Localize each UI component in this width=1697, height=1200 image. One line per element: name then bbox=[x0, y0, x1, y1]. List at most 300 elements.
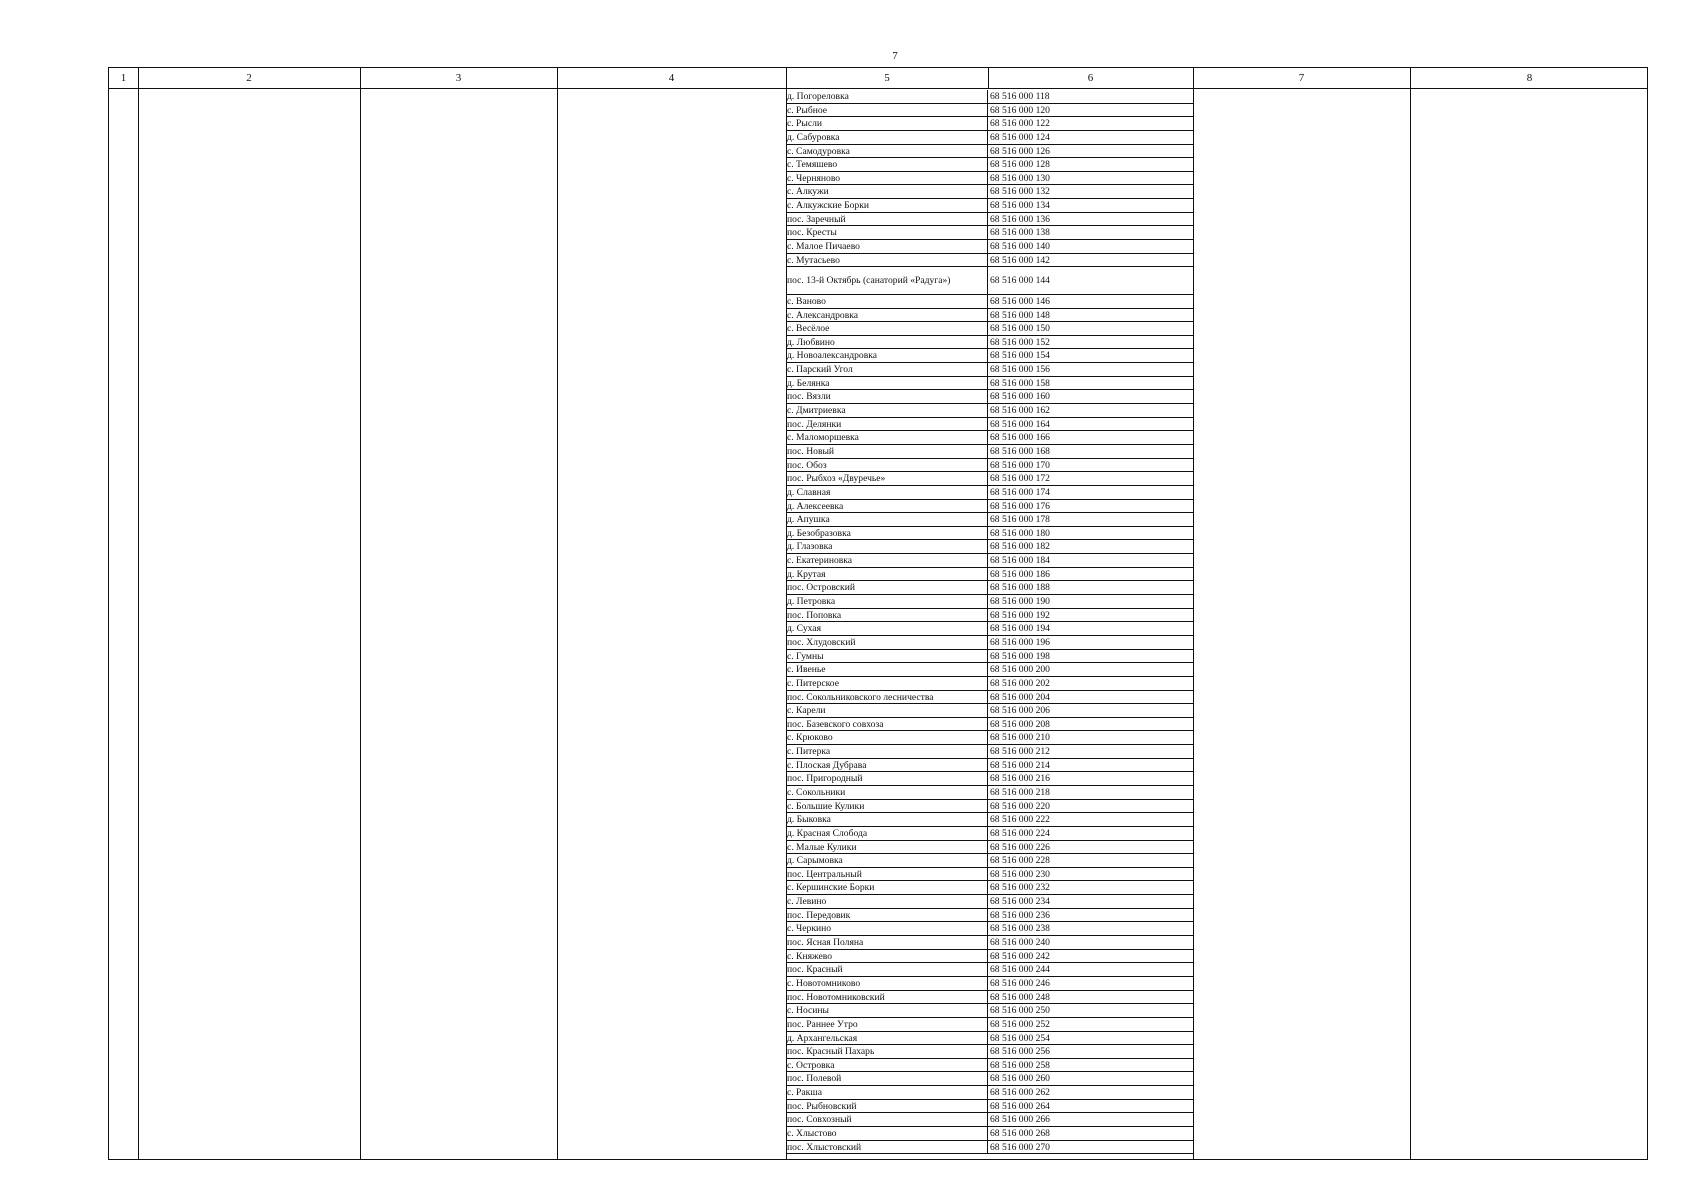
cell-divider bbox=[987, 390, 988, 403]
table-row bbox=[786, 158, 1193, 172]
cell-divider bbox=[987, 991, 988, 1004]
table-row bbox=[786, 404, 1193, 418]
cell-divider bbox=[987, 309, 988, 322]
settlement-list bbox=[786, 90, 1193, 1154]
oktmo-code: 68 516 000 214 bbox=[990, 759, 1050, 771]
table-row bbox=[786, 1072, 1193, 1086]
table-row bbox=[786, 854, 1193, 868]
oktmo-code: 68 516 000 188 bbox=[990, 582, 1050, 594]
cell-divider bbox=[987, 1018, 988, 1031]
settlement-name: с. Мутасьево bbox=[787, 254, 840, 266]
oktmo-code: 68 516 000 140 bbox=[990, 241, 1050, 253]
settlement-name: с. Екатериновка bbox=[787, 555, 853, 567]
table-row bbox=[786, 240, 1193, 254]
column-divider bbox=[360, 68, 361, 1159]
column-divider-6-header bbox=[988, 68, 989, 89]
oktmo-code: 68 516 000 262 bbox=[990, 1087, 1050, 1099]
settlement-name: пос. Полевой bbox=[787, 1073, 842, 1085]
settlement-name: с. Дмитриевка bbox=[787, 405, 846, 417]
cell-divider bbox=[987, 745, 988, 758]
settlement-name: пос. Кресты bbox=[787, 227, 837, 239]
settlement-name: пос. Красный bbox=[787, 964, 843, 976]
oktmo-code: 68 516 000 164 bbox=[990, 418, 1050, 430]
cell-divider bbox=[987, 718, 988, 731]
oktmo-code: 68 516 000 230 bbox=[990, 868, 1050, 880]
settlement-name: с. Островка bbox=[787, 1059, 835, 1071]
table-row bbox=[786, 418, 1193, 432]
table-row bbox=[786, 500, 1193, 514]
oktmo-code: 68 516 000 126 bbox=[990, 145, 1050, 157]
settlement-name: с. Плоская Дубрава bbox=[787, 759, 867, 771]
table-row bbox=[786, 881, 1193, 895]
settlement-name: с. Питерское bbox=[787, 677, 839, 689]
table-row bbox=[786, 1086, 1193, 1100]
table-row bbox=[786, 377, 1193, 391]
oktmo-code: 68 516 000 216 bbox=[990, 773, 1050, 785]
table-row bbox=[786, 759, 1193, 773]
settlement-name: с. Новотомниково bbox=[787, 977, 861, 989]
table-row bbox=[786, 527, 1193, 541]
oktmo-code: 68 516 000 162 bbox=[990, 405, 1050, 417]
oktmo-code: 68 516 000 266 bbox=[990, 1114, 1050, 1126]
table-row bbox=[786, 431, 1193, 445]
table-row bbox=[786, 513, 1193, 527]
cell-divider bbox=[987, 1141, 988, 1154]
oktmo-code: 68 516 000 154 bbox=[990, 350, 1050, 362]
settlement-name: с. Алкужские Борки bbox=[787, 200, 870, 212]
cell-divider bbox=[987, 404, 988, 417]
table-row bbox=[786, 704, 1193, 718]
column-header-2: 2 bbox=[246, 72, 252, 84]
settlement-name: пос. Вязли bbox=[787, 391, 831, 403]
oktmo-code: 68 516 000 168 bbox=[990, 445, 1050, 457]
table-row bbox=[786, 745, 1193, 759]
settlement-name: с. Ракша bbox=[787, 1087, 822, 1099]
settlement-name: д. Апушка bbox=[787, 514, 830, 526]
settlement-name: с. Малые Кулики bbox=[787, 841, 857, 853]
settlement-name: с. Черняново bbox=[787, 172, 841, 184]
settlement-name: пос. Совхозный bbox=[787, 1114, 852, 1126]
oktmo-code: 68 516 000 170 bbox=[990, 459, 1050, 471]
settlement-name: с. Парский Угол bbox=[787, 364, 853, 376]
cell-divider bbox=[987, 513, 988, 526]
oktmo-code: 68 516 000 182 bbox=[990, 541, 1050, 553]
settlement-name: пос. Красный Пахарь bbox=[787, 1046, 875, 1058]
oktmo-code: 68 516 000 208 bbox=[990, 718, 1050, 730]
settlement-name: пос. Заречный bbox=[787, 213, 846, 225]
oktmo-code: 68 516 000 270 bbox=[990, 1141, 1050, 1153]
oktmo-code: 68 516 000 184 bbox=[990, 555, 1050, 567]
oktmo-code: 68 516 000 268 bbox=[990, 1128, 1050, 1139]
table-row bbox=[786, 1127, 1193, 1141]
oktmo-code: 68 516 000 202 bbox=[990, 677, 1050, 689]
cell-divider bbox=[987, 500, 988, 513]
cell-divider bbox=[987, 131, 988, 144]
table-row bbox=[786, 445, 1193, 459]
cell-divider bbox=[987, 977, 988, 990]
oktmo-code: 68 516 000 246 bbox=[990, 977, 1050, 989]
cell-divider bbox=[987, 363, 988, 376]
cell-divider bbox=[987, 704, 988, 717]
settlement-name: с. Питерка bbox=[787, 746, 831, 758]
settlement-name: пос. Новотомниковский bbox=[787, 991, 885, 1003]
cell-divider bbox=[987, 1004, 988, 1017]
table-row bbox=[786, 622, 1193, 636]
table-row bbox=[786, 472, 1193, 486]
settlement-name: пос. 13-й Октябрь (санаторий «Радуга») bbox=[787, 275, 951, 287]
cell-divider bbox=[987, 254, 988, 267]
oktmo-code: 68 516 000 232 bbox=[990, 882, 1050, 894]
table-row bbox=[786, 363, 1193, 377]
oktmo-code: 68 516 000 178 bbox=[990, 514, 1050, 526]
cell-divider bbox=[987, 377, 988, 390]
settlement-name: с. Самодуровка bbox=[787, 145, 850, 157]
cell-divider bbox=[987, 691, 988, 704]
oktmo-code: 68 516 000 118 bbox=[990, 91, 1050, 102]
oktmo-code: 68 516 000 158 bbox=[990, 377, 1050, 389]
cell-divider bbox=[987, 568, 988, 581]
cell-divider bbox=[987, 636, 988, 649]
cell-divider bbox=[987, 90, 988, 103]
oktmo-code: 68 516 000 224 bbox=[990, 827, 1050, 839]
cell-divider bbox=[987, 267, 988, 294]
cell-divider bbox=[987, 1032, 988, 1045]
cell-divider bbox=[987, 922, 988, 935]
cell-divider bbox=[987, 1059, 988, 1072]
oktmo-code: 68 516 000 200 bbox=[990, 664, 1050, 676]
column-header-1: 1 bbox=[120, 72, 127, 84]
table-row bbox=[786, 1004, 1193, 1018]
table-row bbox=[786, 691, 1193, 705]
cell-divider bbox=[987, 418, 988, 431]
table-row bbox=[786, 104, 1193, 118]
table-row bbox=[786, 1032, 1193, 1046]
cell-divider bbox=[987, 199, 988, 212]
cell-divider bbox=[987, 322, 988, 335]
column-divider bbox=[557, 68, 558, 1159]
cell-divider bbox=[987, 595, 988, 608]
table-row bbox=[786, 295, 1193, 309]
cell-divider bbox=[987, 772, 988, 785]
table-row bbox=[786, 731, 1193, 745]
oktmo-code: 68 516 000 124 bbox=[990, 131, 1050, 143]
table-row bbox=[786, 486, 1193, 500]
cell-divider bbox=[987, 172, 988, 185]
oktmo-code: 68 516 000 240 bbox=[990, 937, 1050, 949]
table-row bbox=[786, 827, 1193, 841]
oktmo-code: 68 516 000 144 bbox=[990, 275, 1050, 287]
cell-divider bbox=[987, 759, 988, 772]
settlement-name: пос. Рыбновский bbox=[787, 1100, 857, 1112]
oktmo-code: 68 516 000 244 bbox=[990, 964, 1050, 976]
settlement-name: д. Алексеевка bbox=[787, 500, 844, 512]
settlement-name: д. Славная bbox=[787, 486, 831, 498]
settlement-name: пос. Обоз bbox=[787, 459, 827, 471]
settlement-name: с. Левино bbox=[787, 896, 827, 908]
settlement-name: д. Быковка bbox=[787, 814, 831, 826]
oktmo-code: 68 516 000 132 bbox=[990, 186, 1050, 198]
settlement-name: с. Алкужи bbox=[787, 186, 829, 198]
oktmo-code: 68 516 000 210 bbox=[990, 732, 1050, 744]
settlement-name: пос. Ясная Поляна bbox=[787, 937, 864, 949]
settlement-name: пос. Рыбхоз «Двуречье» bbox=[787, 473, 886, 485]
settlement-name: с. Кершинские Борки bbox=[787, 882, 875, 894]
table-row bbox=[786, 936, 1193, 950]
table-row bbox=[786, 1018, 1193, 1032]
cell-divider bbox=[987, 841, 988, 854]
table-row bbox=[786, 1100, 1193, 1114]
cell-divider bbox=[987, 936, 988, 949]
cell-divider bbox=[987, 554, 988, 567]
table-row bbox=[786, 199, 1193, 213]
oktmo-code: 68 516 000 128 bbox=[990, 159, 1050, 171]
oktmo-code: 68 516 000 226 bbox=[990, 841, 1050, 853]
oktmo-code: 68 516 000 242 bbox=[990, 950, 1050, 962]
table-row bbox=[786, 322, 1193, 336]
oktmo-code: 68 516 000 254 bbox=[990, 1032, 1050, 1044]
oktmo-code: 68 516 000 228 bbox=[990, 855, 1050, 867]
settlement-name: д. Крутая bbox=[787, 568, 826, 580]
cell-divider bbox=[987, 868, 988, 881]
cell-divider bbox=[987, 117, 988, 130]
settlement-name: пос. Передовик bbox=[787, 909, 851, 921]
settlement-name: д. Сухая bbox=[787, 623, 821, 635]
oktmo-code: 68 516 000 134 bbox=[990, 200, 1050, 212]
oktmo-code: 68 516 000 264 bbox=[990, 1100, 1050, 1112]
oktmo-code: 68 516 000 252 bbox=[990, 1018, 1050, 1030]
table-row bbox=[786, 609, 1193, 623]
column-divider bbox=[1410, 68, 1411, 1159]
table-row bbox=[786, 677, 1193, 691]
table-row bbox=[786, 895, 1193, 909]
cell-divider bbox=[987, 1045, 988, 1058]
settlement-name: с. Темяшево bbox=[787, 159, 838, 171]
cell-divider bbox=[987, 185, 988, 198]
settlement-name: пос. Хлудовский bbox=[787, 636, 856, 648]
column-header-8: 8 bbox=[1526, 72, 1533, 84]
settlement-name: с. Ивенье bbox=[787, 664, 826, 676]
settlement-name: д. Белянка bbox=[787, 377, 830, 389]
oktmo-code: 68 516 000 190 bbox=[990, 596, 1050, 608]
oktmo-code: 68 516 000 136 bbox=[990, 213, 1050, 225]
table-row bbox=[786, 1113, 1193, 1127]
settlement-name: пос. Раннее Утро bbox=[787, 1018, 858, 1030]
table-row bbox=[786, 459, 1193, 473]
table-header-row bbox=[109, 68, 1647, 89]
cell-divider bbox=[987, 800, 988, 813]
oktmo-code: 68 516 000 238 bbox=[990, 923, 1050, 935]
table-row bbox=[786, 786, 1193, 800]
settlement-name: пос. Островский bbox=[787, 582, 855, 594]
table-row bbox=[786, 1045, 1193, 1059]
oktmo-code: 68 516 000 248 bbox=[990, 991, 1050, 1003]
oktmo-code: 68 516 000 148 bbox=[990, 309, 1050, 321]
cell-divider bbox=[987, 527, 988, 540]
settlement-name: с. Носины bbox=[787, 1005, 829, 1017]
settlement-name: пос. Делянки bbox=[787, 418, 842, 430]
cell-divider bbox=[987, 158, 988, 171]
table-row bbox=[786, 336, 1193, 350]
oktmo-code: 68 516 000 156 bbox=[990, 364, 1050, 376]
settlement-name: с. Гумны bbox=[787, 650, 824, 662]
settlement-name: с. Рысли bbox=[787, 118, 823, 130]
table-row bbox=[786, 554, 1193, 568]
settlement-name: пос. Сокольниковского лесничества bbox=[787, 691, 934, 703]
table-row bbox=[786, 226, 1193, 240]
cell-divider bbox=[987, 295, 988, 308]
oktmo-code: 68 516 000 236 bbox=[990, 909, 1050, 921]
settlement-name: с. Александровка bbox=[787, 309, 858, 321]
settlement-name: д. Безобразовка bbox=[787, 527, 851, 539]
cell-divider bbox=[987, 472, 988, 485]
settlement-name: д. Красная Слобода bbox=[787, 827, 868, 839]
oktmo-code: 68 516 000 258 bbox=[990, 1059, 1050, 1071]
oktmo-code: 68 516 000 204 bbox=[990, 691, 1050, 703]
cell-divider bbox=[987, 349, 988, 362]
cell-divider bbox=[987, 895, 988, 908]
oktmo-code: 68 516 000 222 bbox=[990, 814, 1050, 826]
settlement-name: с. Карели bbox=[787, 705, 826, 717]
table-row bbox=[786, 213, 1193, 227]
settlement-name: д. Архангельская bbox=[787, 1032, 858, 1044]
cell-divider bbox=[987, 213, 988, 226]
cell-divider bbox=[987, 486, 988, 499]
column-header-6: 6 bbox=[1087, 72, 1094, 84]
table-row bbox=[786, 349, 1193, 363]
column-header-5: 5 bbox=[884, 72, 890, 84]
settlement-name: пос. Центральный bbox=[787, 868, 862, 880]
cell-divider bbox=[987, 1127, 988, 1140]
cell-divider bbox=[987, 1086, 988, 1099]
table-row bbox=[786, 718, 1193, 732]
oktmo-code: 68 516 000 198 bbox=[990, 650, 1050, 662]
cell-divider bbox=[987, 731, 988, 744]
table-row bbox=[786, 309, 1193, 323]
table-row bbox=[786, 1059, 1193, 1073]
oktmo-code: 68 516 000 196 bbox=[990, 636, 1050, 648]
oktmo-code: 68 516 000 260 bbox=[990, 1073, 1050, 1085]
table-row bbox=[786, 650, 1193, 664]
settlement-name: с. Княжево bbox=[787, 950, 833, 962]
cell-divider bbox=[987, 104, 988, 117]
settlement-name: с. Весёлое bbox=[787, 323, 830, 335]
table-row bbox=[786, 540, 1193, 554]
cell-divider bbox=[987, 336, 988, 349]
oktmo-code: 68 516 000 122 bbox=[990, 118, 1050, 130]
oktmo-code: 68 516 000 130 bbox=[990, 172, 1050, 184]
oktmo-code: 68 516 000 150 bbox=[990, 323, 1050, 335]
oktmo-code: 68 516 000 160 bbox=[990, 391, 1050, 403]
oktmo-code: 68 516 000 120 bbox=[990, 104, 1050, 116]
cell-divider bbox=[987, 540, 988, 553]
cell-divider bbox=[987, 813, 988, 826]
table-row bbox=[786, 172, 1193, 186]
table-row bbox=[786, 991, 1193, 1005]
settlement-name: с. Хлыстово bbox=[787, 1128, 837, 1139]
settlement-name: д. Погореловка bbox=[787, 91, 849, 102]
oktmo-code: 68 516 000 212 bbox=[990, 746, 1050, 758]
table-row bbox=[786, 909, 1193, 923]
table-row bbox=[786, 868, 1193, 882]
table-row bbox=[786, 800, 1193, 814]
cell-divider bbox=[987, 445, 988, 458]
settlement-name: с. Сокольники bbox=[787, 786, 846, 798]
table-row bbox=[786, 267, 1193, 295]
cell-divider bbox=[987, 1072, 988, 1085]
cell-divider bbox=[987, 881, 988, 894]
cell-divider bbox=[987, 581, 988, 594]
table-row bbox=[786, 581, 1193, 595]
table-row bbox=[786, 950, 1193, 964]
table-row bbox=[786, 390, 1193, 404]
settlement-name: с. Маломоршевка bbox=[787, 432, 859, 444]
table-row bbox=[786, 963, 1193, 977]
cell-divider bbox=[987, 663, 988, 676]
cell-divider bbox=[987, 909, 988, 922]
settlement-name: пос. Новый bbox=[787, 445, 835, 457]
cell-divider bbox=[987, 622, 988, 635]
oktmo-code: 68 516 000 256 bbox=[990, 1046, 1050, 1058]
cell-divider bbox=[987, 677, 988, 690]
column-divider bbox=[1193, 68, 1194, 1159]
column-header-3: 3 bbox=[455, 72, 462, 84]
oktmo-code: 68 516 000 138 bbox=[990, 227, 1050, 239]
table-row bbox=[786, 977, 1193, 991]
oktmo-code: 68 516 000 166 bbox=[990, 432, 1050, 444]
table-row bbox=[786, 841, 1193, 855]
column-divider bbox=[138, 68, 139, 1159]
oktmo-code: 68 516 000 206 bbox=[990, 705, 1050, 717]
settlement-name: с. Ваново bbox=[787, 295, 826, 307]
cell-divider bbox=[987, 609, 988, 622]
oktmo-code: 68 516 000 176 bbox=[990, 500, 1050, 512]
cell-divider bbox=[987, 145, 988, 158]
table-row bbox=[786, 90, 1193, 104]
cell-divider bbox=[987, 1100, 988, 1113]
cell-divider bbox=[987, 827, 988, 840]
settlement-name: пос. Поповка bbox=[787, 609, 842, 621]
settlement-name: пос. Базевского совхоза bbox=[787, 718, 884, 730]
oktmo-code: 68 516 000 146 bbox=[990, 295, 1050, 307]
oktmo-code: 68 516 000 218 bbox=[990, 786, 1050, 798]
settlement-name: д. Сарымовка bbox=[787, 855, 843, 867]
cell-divider bbox=[987, 431, 988, 444]
settlement-name: д. Петровка bbox=[787, 596, 836, 608]
table-row bbox=[786, 663, 1193, 677]
settlement-name: д. Новоалександровка bbox=[787, 350, 878, 362]
settlement-name: д. Любвино bbox=[787, 336, 835, 348]
settlement-name: с. Рыбное bbox=[787, 104, 828, 116]
table-row bbox=[786, 131, 1193, 145]
settlement-name: д. Сабуровка bbox=[787, 131, 840, 143]
page-number: 7 bbox=[892, 50, 898, 62]
oktmo-code: 68 516 000 250 bbox=[990, 1005, 1050, 1017]
oktmo-code: 68 516 000 194 bbox=[990, 623, 1050, 635]
table-row bbox=[786, 145, 1193, 159]
oktmo-code: 68 516 000 142 bbox=[990, 254, 1050, 266]
table-row bbox=[786, 117, 1193, 131]
settlement-name: с. Крюково bbox=[787, 732, 833, 744]
cell-divider bbox=[987, 459, 988, 472]
table-row bbox=[786, 568, 1193, 582]
settlements-table bbox=[108, 67, 1648, 1160]
cell-divider bbox=[987, 240, 988, 253]
oktmo-code: 68 516 000 220 bbox=[990, 800, 1050, 812]
oktmo-code: 68 516 000 192 bbox=[990, 609, 1050, 621]
table-row bbox=[786, 636, 1193, 650]
cell-divider bbox=[987, 650, 988, 663]
table-row bbox=[786, 922, 1193, 936]
